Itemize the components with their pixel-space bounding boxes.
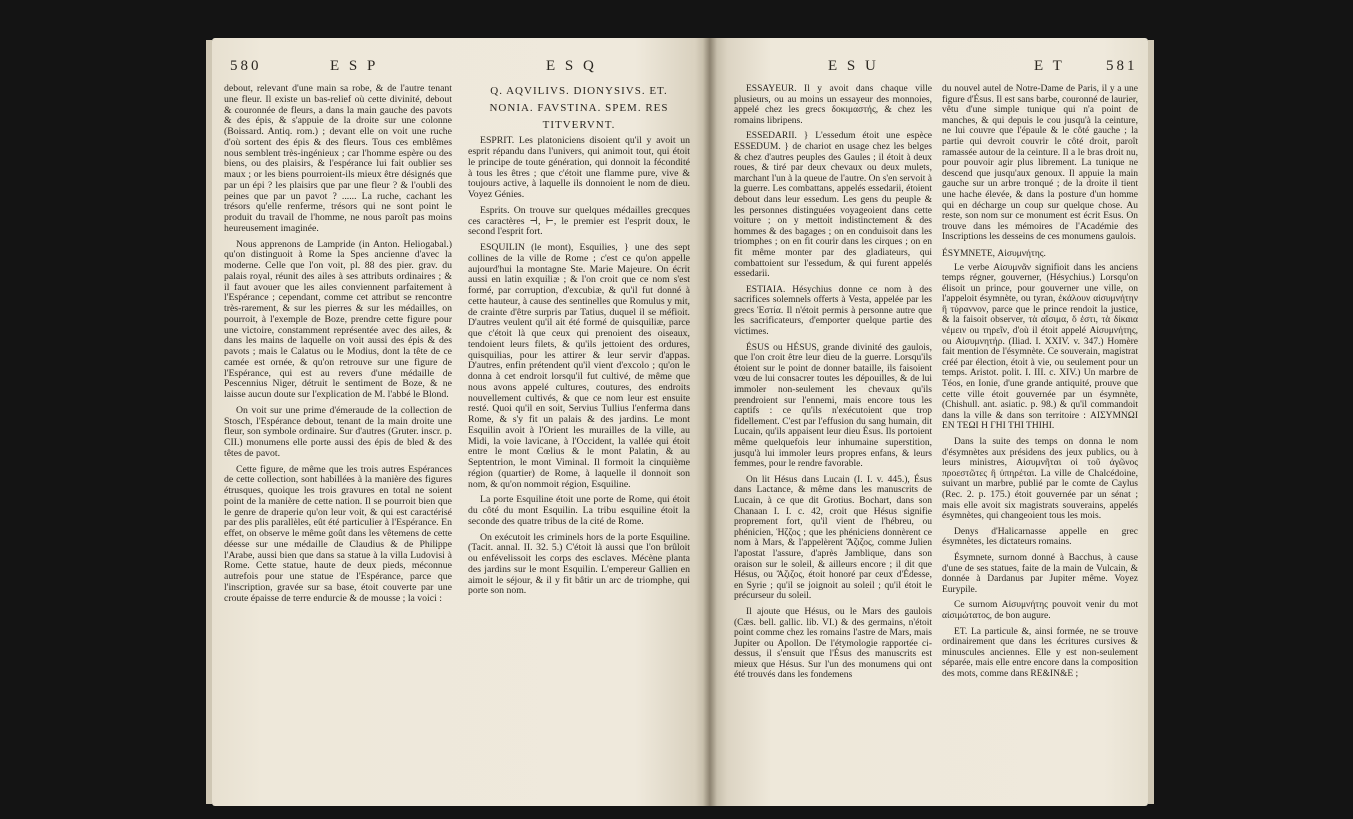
left-page-column-1	[224, 84, 452, 609]
right-page-column-1	[734, 84, 932, 686]
paragraph: Dans la suite des temps on donna le nom d'ésymnètes aux présidens des jeux publics, ou à leurs ministres, Αἰσυμνῆται οἱ τοῦ ἀγῶνος προεστῶτες ἢ ὑπηρέται. La ville de Chalcédoine, suivant un marbre, publié par le comte de Caylus (Rec. 2. p. 175.) étoit gouvernée par un sénat ; mais elle avoit six magistrats souverains, appelés ésymnètes, qui changeoient tous les mois.	[942, 437, 1138, 522]
entry-essayeur: ESSAYEUR. Il y avoit dans chaque ville plusieurs, ou au moins un essayeur des monnoies, appelé chez les grecs δοκιμαστής, & chez les romains libripens.	[734, 84, 932, 126]
inscription-line: TITVERVNT.	[542, 118, 616, 131]
page-number-left: 580	[230, 58, 262, 74]
running-head-esp: E S P	[330, 58, 379, 74]
entry-estiaia: ESTIAIA. Hésychius donne ce nom à des sacrifices solemnels offerts à Vesta, appelée par les grecs Ἑστία. Il n'étoit permis à personne autre que les sacrificateurs, d'emporter quelque partie des victimes.	[734, 284, 932, 338]
right-page-edge	[1148, 40, 1154, 804]
running-head-esq: E S Q	[546, 58, 597, 74]
paragraph: La porte Esquiline étoit une porte de Rome, qui étoit du côté du mont Esquilin. La tribu esquiline étoit la seconde des quatre tribus de la cité de Rome.	[468, 494, 690, 527]
paragraph: Le verbe Αἰσυμνᾶν signifioit dans les anciens temps régner, gouverner, (Hésychius.) Lorsqu'on élisoit un prince, pour gouverner une ville, on l'appeloit ésymnète, ou tyran, ἐκάλουν αἰσυμνήτην ἢ τύραννον, parce que le prince rendoit la justice, & la faisoit observer, τὰ αἴσιμα, ὅ ἐστι, τὰ δίκαια νέμειν ou τηρεῖν, d'où il étoit appelé Αἰσυμνήτης, ou Αἰσυμνητήρ. (Iliad. I. XXIV. v. 347.) Homère fait mention de l'ésymnète. Ce souverain, magistrat créé par élection, étoit à vie, ou seulement pour un temps. Aristot. polit. I. III. c. XIV.) Un marbre de Téos, en Ionie, d'une grande antiquité, prouve que cette ville étoit gouvernée par un ésymnète, (Chishull. ant. asiatic. p. 98.) & qu'il commandoit dans la ville & dans son territoire : ΑΙΣΥΜΝΩΙ ΕΝ ΤΕΩΙ Η ΓΗΙ ΤΗΙ ΤΗΙΗΙ.	[942, 262, 1138, 432]
right-page-column-2	[942, 84, 1138, 684]
running-head-esu: E S U	[828, 58, 879, 74]
paragraph: Cette figure, de même que les trois autres Espérances de cette collection, sont habillées à la manière des figures étrusques, quoique les trois gravures en total ne soient point de la manière de cette nation. Il se pourroit bien que le genre de draperie qu'on leur voit, & qui est caractérisé par des plis parallèles, eût été particulier à l'Espérance. En effet, on observe le même goût dans les vêtemens de cette déesse sur une médaille de Claudius & de Philippe l'Arabe, aussi bien que dans sa statue à la villa Ludovisi à Rome. Cette statue, haute de deux pieds, méconnue autrefois pour une statue de l'Espérance, parce que l'inscription, gravée sur sa base, étoit couverte par une croute épaisse de terre endurcie & de mousse ; la voici :	[224, 463, 452, 604]
entry-essedarii: ESSEDARII. } L'essedum étoit une espèce ESSEDUM. } de chariot en usage chez les belges & chez d'autres peuples des Gaules ; il étoit à deux roues, & tiré par deux chevaux ou deux mulets, marchant l'un à la queue de l'autre. On s'en servoit à la guerre. Les combattans, appelés essedarii, étoient debout dans leur essedum. Les gens du peuple & les personnes distinguées voyageoient dans cette voiture ; on y mettoit indistinctement & des hommes & des bagages ; on en conduisoit dans les triomphes ; on en fit courir dans les cirques ; on en fit même monter par des gladiateurs, qui combattoient sur l'essedum, & qui furent appelés essedarii.	[734, 131, 932, 280]
book-spine	[703, 38, 717, 806]
page-number-right: 581	[1106, 58, 1138, 74]
paragraph: Il ajoute que Hésus, ou le Mars des gaulois (Cæs. bell. gallic. lib. VI.) & des germains, n'étoit point comme chez les romains l'astre de Mars, mais Jupiter ou Apollon. De l'étymologie rapportée ci-dessus, il s'ensuit que l'Ésus des manuscrits est mieux que Hésus. Sur l'un des monumens qui ont été trouvés dans les fondemens	[734, 606, 932, 681]
paragraph: On exécutoit les criminels hors de la porte Esquiline. (Tacit. annal. II. 32. 5.) C'étoit là aussi que l'on brûloit ou enfévelissoit les corps des esclaves. Mécène planta des jardins sur le mont Esquilin. L'empereur Gallien en aimoit le séjour, & il y fit bâtir un arc de triomphe, qui porte son nom.	[468, 531, 690, 597]
entry-esprit: ESPRIT. Les platoniciens disoient qu'il y avoit un esprit répandu dans l'univers, qui animoit tout, qui étoit le principe de toute génération, qui donnoit la fécondité à tous les êtres ; que c'étoit une flamme pure, vive & toujours active, à laquelle ils donnoient le nom de dieu. Voyez Génies.	[468, 135, 690, 200]
entry-esymnete-bacchus: Ésymnete, surnom donné à Bacchus, à cause d'une de ses statues, faite de la main de Vulcain, & donnée à Dardanus par Jupiter même. Voyez Eurypile.	[942, 552, 1138, 595]
entry-esus: ÉSUS ou HÉSUS, grande divinité des gaulois, que l'on croit être leur dieu de la guerre. Lorsqu'ils étoient sur le point de donner bataille, ils faisoient vœu de lui consacrer toutes les dépouilles, & de lui immoler non-seulement les chevaux qu'ils prendroient sur l'ennemi, mais encore tous les captifs : ce qu'ils n'exécutoient que trop fidellement. C'est par l'effusion du sang humain, dit Lucain, qu'ils appaisent leur dieu Ésus. Ils portoient même quelquefois leur inhumaine superstition, jusqu'à lui immoler leurs propres enfans, & leurs femmes, pour le rendre favorable.	[734, 342, 932, 470]
paragraph: On lit Hésus dans Lucain (I. I. v. 445.), Ésus dans Lactance, & même dans les manuscrits de Lucain, à ce que dit Grotius. Bochart, dans son Chanaan I. I. c. 42, croit que Hésus signifie proprement fort, qu'il vient de l'hébreu, ou phénicien, Ἡζζος ; que les phéniciens donnèrent ce nom à Mars, & l'appelèrent Ἄζιζος, comme Julien l'apostat l'assure, d'après Jamblique, dans son oraison sur le soleil, & ailleurs encore ; il dit que Hésus, ou Ἄζιζος, étoit honoré par ceux d'Édesse, en Syrie ; qu'il se joignoit au soleil ; qu'il étoit le précurseur du soleil.	[734, 474, 932, 602]
running-head-et: E T	[1034, 58, 1065, 74]
inscription-line: NONIA. FAVSTINA. SPEM. RES	[489, 101, 669, 114]
entry-esprits: Esprits. On trouve sur quelques médailles grecques ces caractères ⊣, ⊢, le premier est l'esprit doux, le second l'esprit fort.	[468, 204, 690, 238]
paragraph: Denys d'Halicarnasse appelle en grec ésymnètes, les dictateurs romains.	[942, 526, 1138, 548]
paragraph: du nouvel autel de Notre-Dame de Paris, il y a une figure d'Ésus. Il est sans barbe, couronné de laurier, vêtu d'une simple tunique qui n'a point de manches, & qui depuis le cou jusqu'à la ceinture, ne lui couvre que l'épaule & le côté gauche ; la partie qui devroit couvrir le côté droit, paroît ramassée autour de la ceinture. Il a le bras droit nu, pour pouvoir agir plus librement. La tunique ne descend que jusqu'aux genoux. Il appuie la main gauche sur un arbre tronqué ; de la droite il tient une hache élevée, & dans la posture d'un homme qui en décharge un coup sur quelque chose. Au reste, son nom sur ce monument est écrit Esus. On trouve dans les mémoires de l'Académie des Inscriptions les desseins de ces monumens gaulois.	[942, 84, 1138, 243]
entry-esquilin: ESQUILIN (le mont), Esquilies, } une des sept collines de la ville de Rome ; c'est ce qu'on appelle aujourd'hui la montagne Ste. Marie Majeure. On écrit aussi en latin exquiliæ ; & l'on croit que ce nom s'est formé, par corruption, d'excubiæ, & qu'il fut donné à cette hauteur, à cause des sentinelles que Romulus y mit, de crainte d'être surpris par Tatius, duquel il se méfioit. D'autres veulent qu'il ait été formé de quisquiliæ, parce que c'étoit là que ceux qui prenoient des oiseaux, tendoient leurs filets, & qu'ils jettoient des ordures, quisquilias, pour les attirer & leur servir d'appas. D'autres, enfin prétendent qu'il vient d'excolo ; qu'on le donna à cet endroit lorsqu'il fut cultivé, de même que nous avons appelé cultures, coutures, des endroits nouvellement cultivés, & que ce nom leur est ensuite resté. Quoi qu'il en soit, Servius Tullius l'enferma dans Rome, & s'y fit un palais & des jardins. Le mont Esquilin avoit à l'Orient les murailles de la ville, au Midi, la voie lavicane, à l'Occident, la vallée qui étoit entre le mont Cœlius & le mont Palatin, & au Septentrion, le mont Viminal. Il formoit la cinquième région (quartier) de Rome, à laquelle il donnoit son nom, & qu'on nommoit région, Esquiline.	[468, 242, 690, 490]
paragraph: Nous apprenons de Lampride (in Anton. Heliogabal.) qu'on distinguoit à Rome la Spes ancienne d'avec la moderne. Celle que l'on voit, pl. 88 des pier. grav. du palais royal, réunit des ailes à ses attributs ordinaires ; & il faut avouer que les ailes conviennent parfaitement à l'Espérance ; cependant, comme cet attribut se rencontre très-rarement, & sur les pierres & sur les médailles, on pourroit, à l'exemple de Boze, prendre cette figure pour une victoire, constamment représentée avec des ailes, & dans les mains de laquelle on voit aussi des épis & des pavots ; mais le Calatus ou le Modius, dont la tête de ce camée est ornée, & qu'on retrouve sur une figure de l'Espérance, qui est au revers d'une médaille de Pescennius Niger, détruit le sentiment de Boze, & ne laisse aucun doute sur l'explication de M. l'abbé le Blond.	[224, 238, 452, 400]
left-page-column-2	[468, 84, 690, 602]
entry-et: ET. La particule &, ainsi formée, ne se trouve ordinairement que dans les écritures cursives & minuscules anciennes. Elle y est non-seulement séparée, mais elle entre encore dans la composition des mots, comme dans RE&IN&E ;	[942, 626, 1138, 679]
paragraph: debout, relevant d'une main sa robe, & de l'autre tenant une fleur. Il existe un bas-relief où cette divinité, debout & couronnée de fleurs, a dans la main gauche des pavots & des épis, & s'appuie de la droite sur une colonne (Boissard. Antiq. rom.) ; devant elle on voit une ruche d'où sortent des épis & des fleurs. Tous ces emblêmes nous semblent très-ingénieux ; car l'homme espère ou des biens, ou des plaisirs, & l'espérance lui fait oublier ses maux ; or les biens pourroient-ils mieux être désignés que par un épi ? les plaisirs que par une fleur ? & l'oubli des peines que par un pavot ? ...... La ruche, cachant les trésors qu'elle renferme, trésors qui ne sont point le produit du travail de l'homme, ne nous paroît pas moins heureusement imaginée.	[224, 83, 452, 234]
inscription-line: Q. AQVILIVS. DIONYSIVS. ET.	[490, 85, 668, 97]
right-page	[710, 38, 1148, 806]
paragraph: Ce surnom Αἰσυμνήτης pouvoit venir du mot αἰσιμώτατος, de bon augure.	[942, 600, 1138, 621]
entry-esymnete-heading: ÉSYMNETE, Αἰσυμνήτης.	[942, 248, 1046, 259]
left-page	[212, 38, 710, 806]
paragraph: On voit sur une prime d'émeraude de la collection de Stosch, l'Espérance debout, tenant de la main droite une fleur, son symbole ordinaire. Sur d'autres (Gruter. inscr. p. CII.) monumens elle porte aussi des épis de bled & des têtes de pavot.	[224, 404, 452, 459]
